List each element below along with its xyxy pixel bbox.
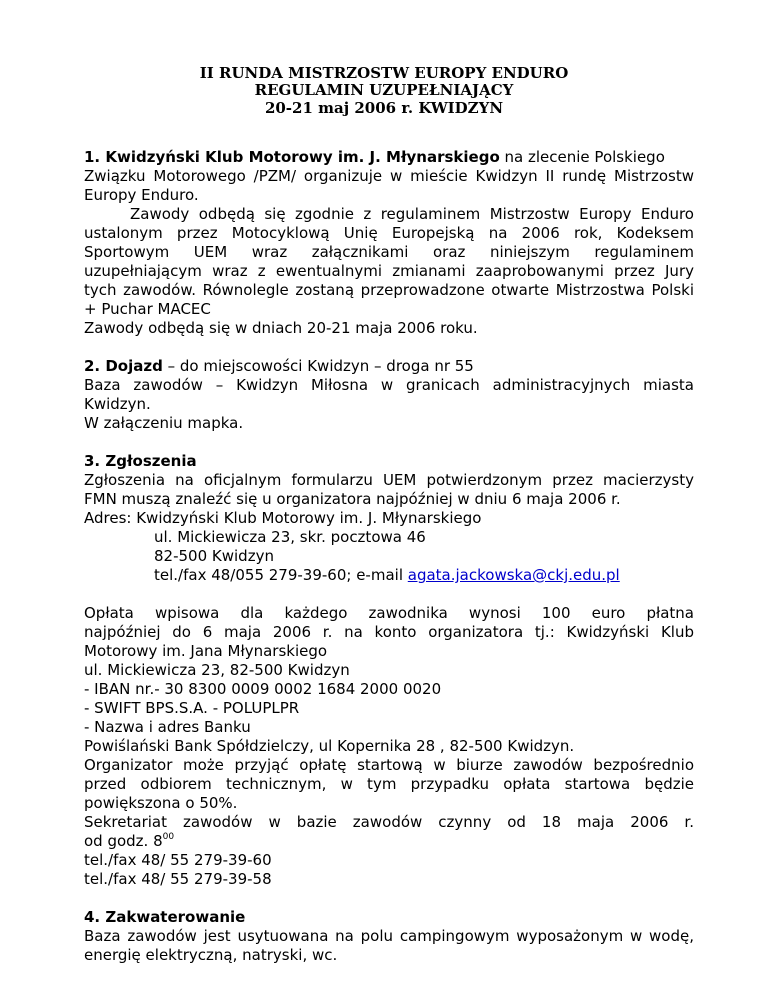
section-1-line-2: Związku Motorowego /PZM/ organizuje w mieście Kwidzyn II rundę Mistrzostw xyxy=(84,167,694,185)
secretariat-hours xyxy=(84,831,174,851)
section-4-line-2: energię elektryczną, natryski, wc. xyxy=(84,946,338,964)
iban-line: - IBAN nr.- 30 8300 0009 0002 1684 2000 0020 xyxy=(84,680,442,698)
doc-date-title: 20-21 maj 2006 r. KWIDZYN xyxy=(264,99,504,117)
fee-line-4: ul. Mickiewicza 23, 82-500 Kwidzyn xyxy=(84,661,350,679)
section-1-line-8: tych zawodów. Równolegle zostaną przeprowadzone otwarte Mistrzostwa Polski xyxy=(84,281,694,299)
fee-onsite-line-3: powiększona o 50%. xyxy=(84,794,238,812)
secretariat-phone-2: tel./fax 48/ 55 279-39-58 xyxy=(84,870,272,888)
address-line-3: 82-500 Kwidzyn xyxy=(154,547,274,565)
bank-label-line: - Nazwa i adres Banku xyxy=(84,718,251,736)
secretariat-hours-text: od godz. 8 xyxy=(84,832,163,850)
section-3-line-2: FMN muszą znaleźć się u organizatora najpóźniej w dniu 6 maja 2006 r. xyxy=(84,490,621,508)
section-1-line-7: uzupełniającym wraz z ewentualnymi zmianami zaaprobowanymi przez Jury xyxy=(84,262,694,280)
address-line-2: ul. Mickiewicza 23, skr. pocztowa 46 xyxy=(154,528,426,546)
doc-subtitle: REGULAMIN UZUPEŁNIAJĄCY xyxy=(254,81,514,99)
section-2-heading: 2. Dojazd xyxy=(84,357,163,375)
address-line-1: Adres: Kwidzyński Klub Motorowy im. J. Młynarskiego xyxy=(84,509,482,527)
section-2-line-1 xyxy=(84,356,474,376)
section-1-line-6: Sportowym UEM wraz załącznikami oraz niniejszym regulaminem xyxy=(84,243,694,261)
fee-line-3: Motorowy im. Jana Młynarskiego xyxy=(84,642,328,660)
address-contact-text: tel./fax 48/055 279-39-60; e-mail xyxy=(154,566,408,584)
section-1-line-5: ustalonym przez Motocyklową Unię Europejską na 2006 rok, Kodeksem xyxy=(84,224,694,242)
section-1-line-4: Zawody odbędą się zgodnie z regulaminem Mistrzostw Europy Enduro xyxy=(130,205,694,223)
secretariat-phone-1: tel./fax 48/ 55 279-39-60 xyxy=(84,851,272,869)
section-2-line-3: Kwidzyn. xyxy=(84,395,151,413)
section-1-heading: 1. Kwidzyński Klub Motorowy im. J. Młynarskiego xyxy=(84,148,500,166)
fee-onsite-line-1: Organizator może przyjąć opłatę startową w biurze zawodów bezpośrednio xyxy=(84,756,694,774)
section-3-heading: 3. Zgłoszenia xyxy=(84,452,197,470)
swift-line: - SWIFT BPS.S.A. - POLUPLPR xyxy=(84,699,300,717)
section-2-line-1-text: – do miejscowości Kwidzyn – droga nr 55 xyxy=(162,357,474,375)
address-contact xyxy=(154,565,620,585)
secretariat-hours-sup: 00 xyxy=(162,832,175,842)
fee-onsite-line-2: przed odbiorem technicznym, w tym przypadku opłata startowa będzie xyxy=(84,775,694,793)
section-1-line-1-text: na zlecenie Polskiego xyxy=(499,148,665,166)
section-1-line-1 xyxy=(84,147,665,167)
fee-line-1: Opłata wpisowa dla każdego zawodnika wynosi 100 euro płatna xyxy=(84,604,694,622)
fee-line-2: najpóźniej do 6 maja 2006 r. na konto organizatora tj.: Kwidzyński Klub xyxy=(84,623,694,641)
section-2-line-4: W załączeniu mapka. xyxy=(84,414,244,432)
secretariat-line: Sekretariat zawodów w bazie zawodów czynny od 18 maja 2006 r. xyxy=(84,813,694,831)
section-4-line-1: Baza zawodów jest usytuowana na polu campingowym wyposażonym w wodę, xyxy=(84,927,694,945)
section-1-line-3: Europy Enduro. xyxy=(84,186,199,204)
section-3-line-1: Zgłoszenia na oficjalnym formularzu UEM potwierdzonym przez macierzysty xyxy=(84,471,694,489)
bank-name-line: Powiślański Bank Spółdzielczy, ul Kopernika 28 , 82-500 Kwidzyn. xyxy=(84,737,575,755)
email-link[interactable]: agata.jackowska@ckj.edu.pl xyxy=(407,566,620,584)
section-2-line-2: Baza zawodów – Kwidzyn Miłosna w granicach administracyjnych miasta xyxy=(84,376,694,394)
doc-title: II RUNDA MISTRZOSTW EUROPY ENDURO xyxy=(199,64,569,82)
section-4-heading: 4. Zakwaterowanie xyxy=(84,908,246,926)
section-1-line-9: + Puchar MACEC xyxy=(84,300,211,318)
section-1-dates: Zawody odbędą się w dniach 20-21 maja 2006 roku. xyxy=(84,319,478,337)
